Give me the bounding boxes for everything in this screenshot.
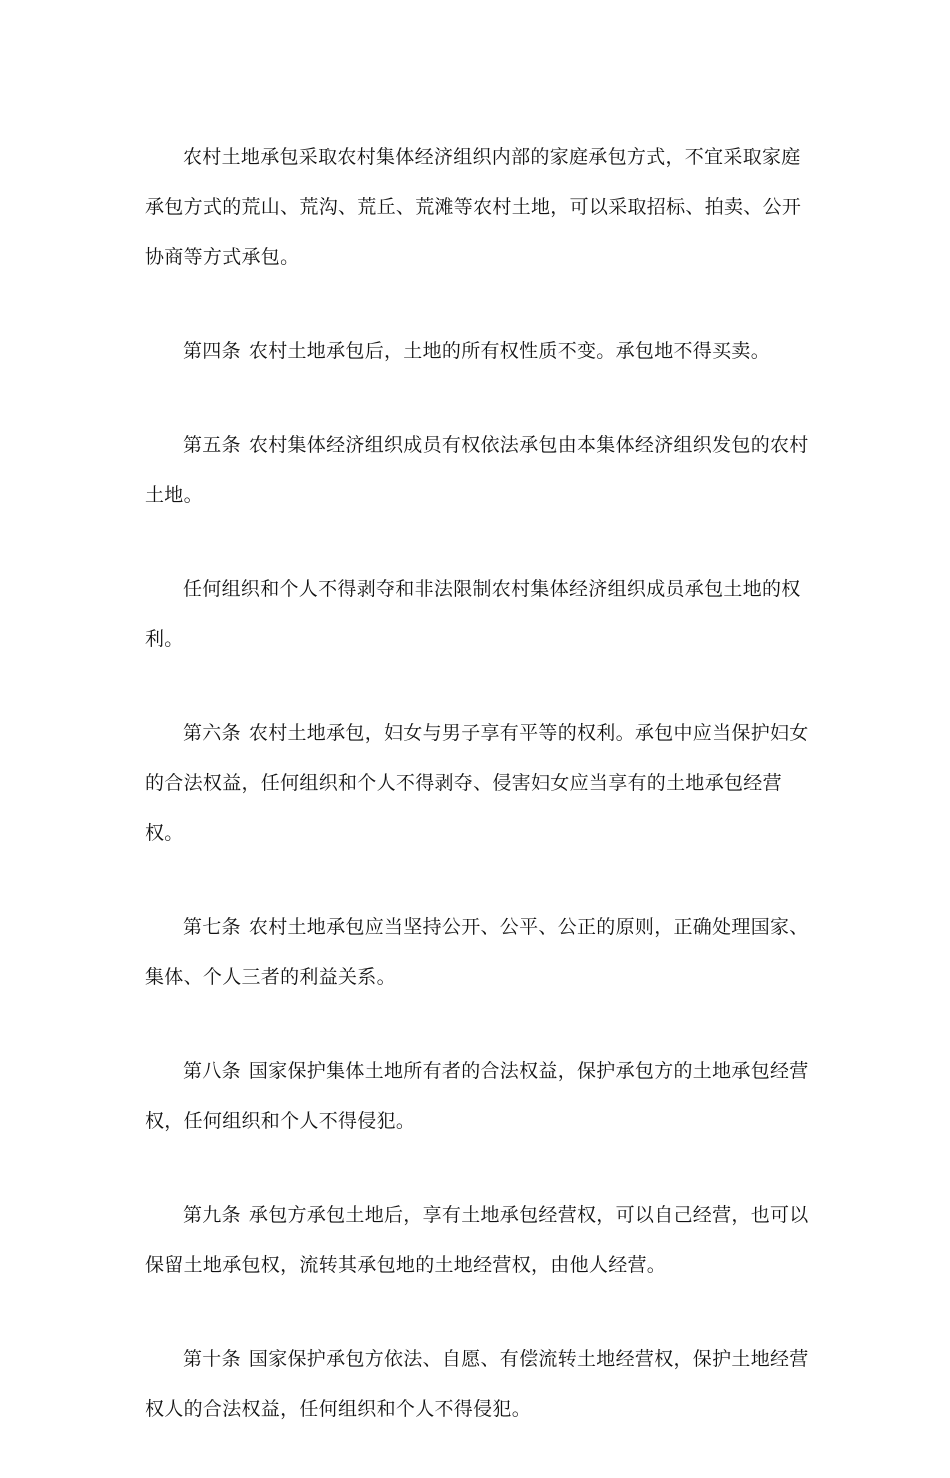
paragraph-continuation <box>145 132 810 282</box>
paragraph-text: 国家保护集体土地所有者的合法权益，保护承包方的土地承包经营权，任何组织和个人不得侵犯。 <box>145 1060 809 1132</box>
article-number: 第四条 <box>183 340 241 362</box>
article-number: 第六条 <box>183 722 241 744</box>
article-9 <box>145 1190 810 1290</box>
article-number: 第九条 <box>183 1204 241 1226</box>
article-4 <box>145 326 810 376</box>
article-number: 第七条 <box>183 916 241 938</box>
article-7 <box>145 902 810 1002</box>
paragraph-text: 承包方承包土地后，享有土地承包经营权，可以自己经营，也可以保留土地承包权，流转其承包地的土地经营权，由他人经营。 <box>145 1204 809 1276</box>
article-8 <box>145 1046 810 1146</box>
article-10 <box>145 1334 810 1434</box>
paragraph-text: 国家保护承包方依法、自愿、有偿流转土地经营权，保护土地经营权人的合法权益，任何组织和个人不得侵犯。 <box>145 1348 809 1420</box>
article-5-clause-2 <box>145 564 810 664</box>
paragraph-text: 任何组织和个人不得剥夺和非法限制农村集体经济组织成员承包土地的权利。 <box>145 578 801 650</box>
article-6 <box>145 708 810 858</box>
article-number: 第十条 <box>183 1348 241 1370</box>
article-number: 第八条 <box>183 1060 241 1082</box>
paragraph-text: 农村集体经济组织成员有权依法承包由本集体经济组织发包的农村土地。 <box>145 434 809 506</box>
article-5 <box>145 420 810 520</box>
paragraph-text: 农村土地承包，妇女与男子享有平等的权利。承包中应当保护妇女的合法权益，任何组织和个人不得剥夺、侵害妇女应当享有的土地承包经营权。 <box>145 722 809 844</box>
paragraph-text: 农村土地承包采取农村集体经济组织内部的家庭承包方式，不宜采取家庭承包方式的荒山、荒沟、荒丘、荒滩等农村土地，可以采取招标、拍卖、公开协商等方式承包。 <box>145 146 802 268</box>
paragraph-text: 农村土地承包后，土地的所有权性质不变。承包地不得买卖。 <box>248 340 771 362</box>
paragraph-text: 农村土地承包应当坚持公开、公平、公正的原则，正确处理国家、集体、个人三者的利益关系。 <box>145 916 809 988</box>
article-number: 第五条 <box>183 434 241 456</box>
document-body <box>145 132 810 1478</box>
